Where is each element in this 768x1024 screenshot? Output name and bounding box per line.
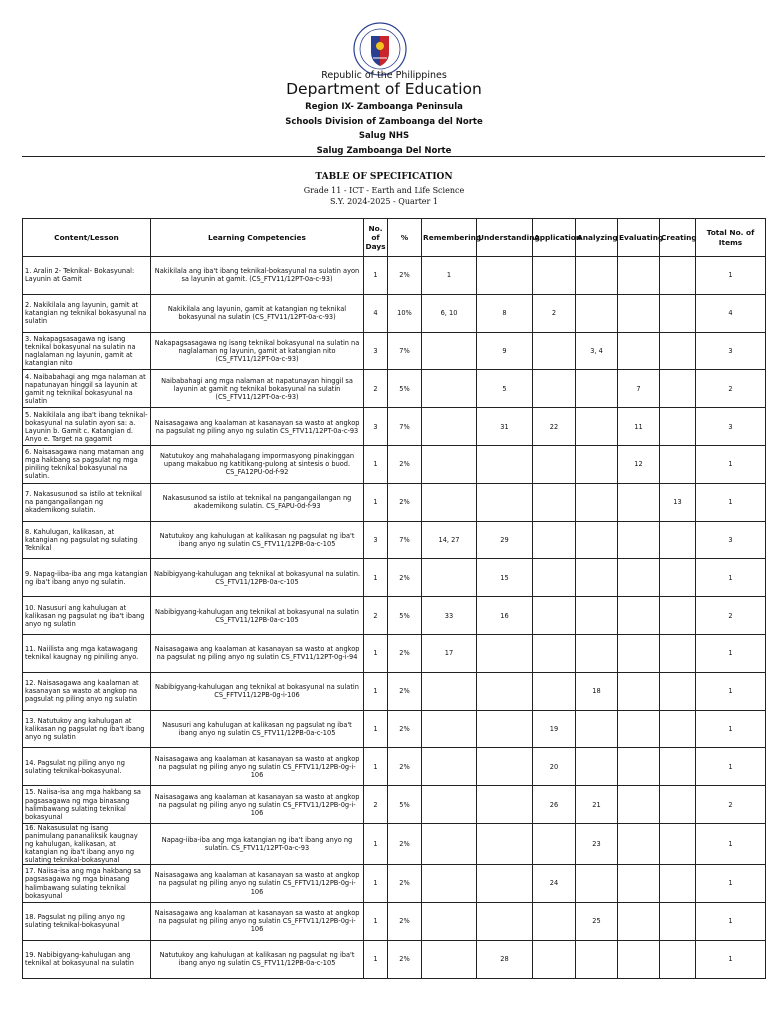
column-header: Remembering bbox=[422, 219, 477, 257]
understanding-cell: 16 bbox=[477, 597, 533, 635]
competency-cell: Napag-iiba-iba ang mga katangian ng iba't ibang anyo ng sulatin. CS_FTV11/12PT-0a-c-93 bbox=[151, 823, 364, 864]
table-row bbox=[23, 865, 766, 903]
days-cell: 2 bbox=[364, 370, 388, 408]
total-items-cell: 2 bbox=[696, 370, 766, 408]
percent-cell: 2% bbox=[388, 940, 422, 978]
days-cell: 1 bbox=[364, 748, 388, 786]
lesson-cell: 2. Nakikilala ang layunin, gamit at katangian ng teknikal bokasyunal na sulatin bbox=[23, 294, 151, 332]
application-cell bbox=[533, 672, 576, 710]
creating-cell bbox=[660, 940, 696, 978]
understanding-cell bbox=[477, 748, 533, 786]
understanding-cell: 5 bbox=[477, 370, 533, 408]
evaluating-cell: 12 bbox=[618, 445, 660, 483]
competency-cell: Nakapagsasagawa ng isang teknikal bokasyunal na sulatin na naglalaman ng layunin, gamit at katangian nito (CS_FTV11/12PT-0a-c-93) bbox=[151, 332, 364, 370]
school-year-quarter: S.Y. 2024-2025 - Quarter 1 bbox=[330, 197, 438, 206]
analyzing-cell bbox=[576, 559, 618, 597]
percent-cell: 5% bbox=[388, 597, 422, 635]
table-row bbox=[23, 710, 766, 748]
percent-cell: 7% bbox=[388, 332, 422, 370]
remembering-cell bbox=[422, 902, 477, 940]
total-items-cell: 1 bbox=[696, 257, 766, 295]
competency-cell: Nakasusunod sa istilo at teknikal na pangangailangan ng akademikong sulatin. CS_FAPU-0d-f-93 bbox=[151, 483, 364, 521]
understanding-cell bbox=[477, 710, 533, 748]
creating-cell bbox=[660, 294, 696, 332]
column-header: Analyzing bbox=[576, 219, 618, 257]
application-cell: 2 bbox=[533, 294, 576, 332]
creating-cell bbox=[660, 634, 696, 672]
division-line: Schools Division of Zamboanga del Norte bbox=[285, 117, 483, 127]
creating-cell bbox=[660, 865, 696, 903]
days-cell: 1 bbox=[364, 940, 388, 978]
understanding-cell bbox=[477, 823, 533, 864]
percent-cell: 2% bbox=[388, 257, 422, 295]
total-items-cell: 1 bbox=[696, 672, 766, 710]
lesson-cell: 16. Nakasusulat ng isang panimulang pananaliksik kaugnay ng kahulugan, kalikasan, at katangian ng iba't ibang anyo ng sulating teknikal-bokasyunal bbox=[23, 823, 151, 864]
region-line: Region IX- Zamboanga Peninsula bbox=[305, 102, 463, 112]
evaluating-cell bbox=[618, 865, 660, 903]
creating-cell bbox=[660, 902, 696, 940]
remembering-cell bbox=[422, 332, 477, 370]
competency-cell: Naisasagawa ang kaalaman at kasanayan sa wasto at angkop na pagsulat ng piling anyo ng sulatin CS_FFTV11/12PB-0g-i-106 bbox=[151, 902, 364, 940]
lesson-cell: 1. Aralin 2- Teknikal- Bokasyunal: Layunin at Gamit bbox=[23, 257, 151, 295]
percent-cell: 2% bbox=[388, 672, 422, 710]
lesson-cell: 4. Naibabahagi ang mga nalaman at napatunayan hinggil sa layunin at gamit ng teknikal bokasyunal na sulatin bbox=[23, 370, 151, 408]
days-cell: 1 bbox=[364, 634, 388, 672]
table-row bbox=[23, 823, 766, 864]
creating-cell bbox=[660, 823, 696, 864]
application-cell bbox=[533, 823, 576, 864]
application-cell: 19 bbox=[533, 710, 576, 748]
creating-cell bbox=[660, 370, 696, 408]
column-header: Total No. of Items bbox=[696, 219, 766, 257]
lesson-cell: 14. Pagsulat ng piling anyo ng sulating teknikal-bokasyunal. bbox=[23, 748, 151, 786]
days-cell: 1 bbox=[364, 483, 388, 521]
table-row bbox=[23, 332, 766, 370]
analyzing-cell bbox=[576, 748, 618, 786]
table-row bbox=[23, 786, 766, 824]
analyzing-cell bbox=[576, 710, 618, 748]
percent-cell: 2% bbox=[388, 865, 422, 903]
republic-line: Republic of the Philippines bbox=[321, 70, 447, 81]
competency-cell: Natutukoy ang kahulugan at kalikasan ng pagsulat ng iba't ibang anyo ng sulatin CS_FTV11/12PB-0a-c-105 bbox=[151, 521, 364, 559]
column-header: Learning Competencies bbox=[151, 219, 364, 257]
remembering-cell bbox=[422, 445, 477, 483]
table-header-row bbox=[23, 219, 766, 257]
analyzing-cell bbox=[576, 940, 618, 978]
table-row bbox=[23, 748, 766, 786]
application-cell bbox=[533, 521, 576, 559]
document-subtitle: Grade 11 - ICT - Earth and Life Science bbox=[303, 186, 465, 195]
analyzing-cell: 3, 4 bbox=[576, 332, 618, 370]
analyzing-cell: 23 bbox=[576, 823, 618, 864]
evaluating-cell: 11 bbox=[618, 408, 660, 446]
percent-cell: 2% bbox=[388, 559, 422, 597]
days-cell: 1 bbox=[364, 710, 388, 748]
application-cell bbox=[533, 332, 576, 370]
lesson-cell: 8. Kahulugan, kalikasan, at katangian ng pagsulat ng sulating Teknikal bbox=[23, 521, 151, 559]
days-cell: 1 bbox=[364, 865, 388, 903]
column-header: Application bbox=[533, 219, 576, 257]
creating-cell bbox=[660, 559, 696, 597]
total-items-cell: 1 bbox=[696, 940, 766, 978]
lesson-cell: 18. Pagsulat ng piling anyo ng sulating teknikal-bokasyunal bbox=[23, 902, 151, 940]
competency-cell: Natutukoy ang kahulugan at kalikasan ng pagsulat ng iba't ibang anyo ng sulatin CS_FTV11/12PB-0a-c-105 bbox=[151, 940, 364, 978]
column-header: Understanding bbox=[477, 219, 533, 257]
application-cell bbox=[533, 257, 576, 295]
table-row bbox=[23, 483, 766, 521]
days-cell: 1 bbox=[364, 257, 388, 295]
column-header: No. of Days bbox=[364, 219, 388, 257]
competency-cell: Naisasagawa ang kaalaman at kasanayan sa wasto at angkop na pagsulat ng piling anyo ng sulatin CS_FFTV11/12PB-0g-i-106 bbox=[151, 865, 364, 903]
total-items-cell: 1 bbox=[696, 748, 766, 786]
analyzing-cell bbox=[576, 483, 618, 521]
understanding-cell bbox=[477, 634, 533, 672]
remembering-cell bbox=[422, 710, 477, 748]
understanding-cell bbox=[477, 902, 533, 940]
understanding-cell bbox=[477, 672, 533, 710]
column-header: Creating bbox=[660, 219, 696, 257]
application-cell bbox=[533, 597, 576, 635]
days-cell: 1 bbox=[364, 672, 388, 710]
creating-cell bbox=[660, 672, 696, 710]
competency-cell: Nabibigyang-kahulugan ang teknikal at bokasyunal na sulatin CS_FTV11/12PB-0a-c-105 bbox=[151, 597, 364, 635]
creating-cell bbox=[660, 710, 696, 748]
percent-cell: 2% bbox=[388, 483, 422, 521]
table-row bbox=[23, 940, 766, 978]
understanding-cell bbox=[477, 257, 533, 295]
table-row bbox=[23, 408, 766, 446]
understanding-cell bbox=[477, 445, 533, 483]
creating-cell bbox=[660, 521, 696, 559]
percent-cell: 7% bbox=[388, 521, 422, 559]
total-items-cell: 1 bbox=[696, 865, 766, 903]
school-line: Salug NHS bbox=[358, 131, 410, 141]
competency-cell: Nakikilala ang layunin, gamit at katangian ng teknikal bokasyunal na sulatin (CS_FTV11/12PT-0a-c-93) bbox=[151, 294, 364, 332]
analyzing-cell bbox=[576, 521, 618, 559]
column-header: % bbox=[388, 219, 422, 257]
evaluating-cell bbox=[618, 332, 660, 370]
days-cell: 2 bbox=[364, 597, 388, 635]
competency-cell: Nakikilala ang iba't ibang teknikal-bokasyunal na sulatin ayon sa layunin at gamit. (CS_FTV11/12PT-0a-c-93) bbox=[151, 257, 364, 295]
total-items-cell: 1 bbox=[696, 710, 766, 748]
remembering-cell: 33 bbox=[422, 597, 477, 635]
competency-cell: Naisasagawa ang kaalaman at kasanayan sa wasto at angkop na pagsulat ng piling anyo ng sulatin CS_FTV11/12PT-0g-i-94 bbox=[151, 634, 364, 672]
lesson-cell: 19. Nabibigyang-kahulugan ang teknikal at bokasyunal na sulatin bbox=[23, 940, 151, 978]
creating-cell bbox=[660, 445, 696, 483]
understanding-cell bbox=[477, 786, 533, 824]
lesson-cell: 12. Naisasagawa ang kaalaman at kasanayan sa wasto at angkop na pagsulat ng piling anyo ng sulatin bbox=[23, 672, 151, 710]
remembering-cell: 14, 27 bbox=[422, 521, 477, 559]
evaluating-cell bbox=[618, 786, 660, 824]
total-items-cell: 2 bbox=[696, 786, 766, 824]
total-items-cell: 1 bbox=[696, 559, 766, 597]
table-row bbox=[23, 370, 766, 408]
total-items-cell: 1 bbox=[696, 483, 766, 521]
remembering-cell: 17 bbox=[422, 634, 477, 672]
total-items-cell: 2 bbox=[696, 597, 766, 635]
remembering-cell bbox=[422, 786, 477, 824]
understanding-cell bbox=[477, 865, 533, 903]
understanding-cell: 9 bbox=[477, 332, 533, 370]
understanding-cell: 29 bbox=[477, 521, 533, 559]
evaluating-cell bbox=[618, 672, 660, 710]
evaluating-cell bbox=[618, 597, 660, 635]
table-row bbox=[23, 257, 766, 295]
analyzing-cell bbox=[576, 257, 618, 295]
lesson-cell: 13. Natutukoy ang kahulugan at kalikasan ng pagsulat ng iba't ibang anyo ng sulatin bbox=[23, 710, 151, 748]
analyzing-cell: 25 bbox=[576, 902, 618, 940]
analyzing-cell bbox=[576, 634, 618, 672]
application-cell bbox=[533, 634, 576, 672]
competency-cell: Naisasagawa ang kaalaman at kasanayan sa wasto at angkop na pagsulat ng piling anyo ng sulatin CS_FFTV11/12PB-0g-i-106 bbox=[151, 748, 364, 786]
analyzing-cell bbox=[576, 294, 618, 332]
understanding-cell: 28 bbox=[477, 940, 533, 978]
application-cell: 22 bbox=[533, 408, 576, 446]
creating-cell bbox=[660, 408, 696, 446]
evaluating-cell bbox=[618, 483, 660, 521]
evaluating-cell bbox=[618, 521, 660, 559]
table-row bbox=[23, 634, 766, 672]
evaluating-cell bbox=[618, 257, 660, 295]
document-title: TABLE OF SPECIFICATION bbox=[315, 172, 453, 182]
percent-cell: 7% bbox=[388, 408, 422, 446]
percent-cell: 5% bbox=[388, 370, 422, 408]
application-cell: 24 bbox=[533, 865, 576, 903]
total-items-cell: 1 bbox=[696, 902, 766, 940]
analyzing-cell: 18 bbox=[576, 672, 618, 710]
column-header: Evaluating bbox=[618, 219, 660, 257]
creating-cell bbox=[660, 786, 696, 824]
application-cell bbox=[533, 483, 576, 521]
evaluating-cell bbox=[618, 710, 660, 748]
evaluating-cell bbox=[618, 940, 660, 978]
percent-cell: 2% bbox=[388, 748, 422, 786]
lesson-cell: 10. Nasusuri ang kahulugan at kalikasan ng pagsulat ng iba't ibang anyo ng sulatin bbox=[23, 597, 151, 635]
lesson-cell: 9. Napag-iiba-iba ang mga katangian ng iba't ibang anyo ng sulatin. bbox=[23, 559, 151, 597]
days-cell: 4 bbox=[364, 294, 388, 332]
table-row bbox=[23, 521, 766, 559]
application-cell: 26 bbox=[533, 786, 576, 824]
total-items-cell: 3 bbox=[696, 521, 766, 559]
competency-cell: Naisasagawa ang kaalaman at kasanayan sa wasto at angkop na pagsulat ng piling anyo ng sulatin CS_FTV11/12PT-0a-c-93 bbox=[151, 408, 364, 446]
days-cell: 2 bbox=[364, 786, 388, 824]
days-cell: 1 bbox=[364, 559, 388, 597]
application-cell bbox=[533, 445, 576, 483]
remembering-cell bbox=[422, 748, 477, 786]
remembering-cell: 1 bbox=[422, 257, 477, 295]
column-header: Content/Lesson bbox=[23, 219, 151, 257]
remembering-cell bbox=[422, 672, 477, 710]
remembering-cell bbox=[422, 483, 477, 521]
application-cell bbox=[533, 370, 576, 408]
application-cell: 20 bbox=[533, 748, 576, 786]
analyzing-cell bbox=[576, 865, 618, 903]
competency-cell: Natutukoy ang mahahalagang impormasyong pinakinggan upang makabuo ng katitikang-pulong at sintesis o buod. CS_FA12PU-0d-f-92 bbox=[151, 445, 364, 483]
evaluating-cell bbox=[618, 634, 660, 672]
analyzing-cell: 21 bbox=[576, 786, 618, 824]
creating-cell bbox=[660, 748, 696, 786]
application-cell bbox=[533, 902, 576, 940]
specification-table bbox=[22, 218, 766, 979]
lesson-cell: 7. Nakasusunod sa istilo at teknikal na pangangailangan ng akademikong sulatin. bbox=[23, 483, 151, 521]
header-divider bbox=[22, 156, 765, 157]
creating-cell bbox=[660, 257, 696, 295]
table-row bbox=[23, 294, 766, 332]
understanding-cell: 8 bbox=[477, 294, 533, 332]
competency-cell: Naisasagawa ang kaalaman at kasanayan sa wasto at angkop na pagsulat ng piling anyo ng sulatin CS_FFTV11/12PB-0g-i-106 bbox=[151, 786, 364, 824]
address-line: Salug Zamboanga Del Norte bbox=[316, 146, 452, 156]
understanding-cell: 31 bbox=[477, 408, 533, 446]
total-items-cell: 3 bbox=[696, 332, 766, 370]
total-items-cell: 4 bbox=[696, 294, 766, 332]
table-body bbox=[23, 257, 766, 979]
lesson-cell: 5. Nakikilala ang iba't ibang teknikal-bokasyunal na sulatin ayon sa: a. Layunin b. Gamit c. Katangian d. Anyo e. Target na gagamit bbox=[23, 408, 151, 446]
percent-cell: 2% bbox=[388, 634, 422, 672]
analyzing-cell bbox=[576, 370, 618, 408]
remembering-cell bbox=[422, 940, 477, 978]
days-cell: 3 bbox=[364, 521, 388, 559]
analyzing-cell bbox=[576, 445, 618, 483]
total-items-cell: 1 bbox=[696, 634, 766, 672]
remembering-cell bbox=[422, 823, 477, 864]
table-row bbox=[23, 672, 766, 710]
total-items-cell: 1 bbox=[696, 445, 766, 483]
table-row bbox=[23, 902, 766, 940]
remembering-cell: 6, 10 bbox=[422, 294, 477, 332]
remembering-cell bbox=[422, 370, 477, 408]
department-title: Department of Education bbox=[286, 80, 482, 98]
table-row bbox=[23, 445, 766, 483]
creating-cell: 13 bbox=[660, 483, 696, 521]
days-cell: 1 bbox=[364, 445, 388, 483]
competency-cell: Naibabahagi ang mga nalaman at napatunayan hinggil sa layunin at gamit ng teknikal bokasyunal na sulatin (CS_FTV11/12PT-0a-c-93) bbox=[151, 370, 364, 408]
evaluating-cell bbox=[618, 559, 660, 597]
days-cell: 3 bbox=[364, 332, 388, 370]
days-cell: 1 bbox=[364, 902, 388, 940]
application-cell bbox=[533, 559, 576, 597]
days-cell: 1 bbox=[364, 823, 388, 864]
competency-cell: Nabibigyang-kahulugan ang teknikal at bokasyunal na sulatin CS_FFTV11/12PB-0g-i-106 bbox=[151, 672, 364, 710]
deped-seal-logo bbox=[353, 22, 407, 76]
analyzing-cell bbox=[576, 408, 618, 446]
evaluating-cell: 7 bbox=[618, 370, 660, 408]
percent-cell: 10% bbox=[388, 294, 422, 332]
percent-cell: 2% bbox=[388, 902, 422, 940]
competency-cell: Nabibigyang-kahulugan ang teknikal at bokasyunal na sulatin. CS_FTV11/12PB-0a-c-105 bbox=[151, 559, 364, 597]
competency-cell: Nasusuri ang kahulugan at kalikasan ng pagsulat ng iba't ibang anyo ng sulatin CS_FTV11/12PB-0a-c-105 bbox=[151, 710, 364, 748]
percent-cell: 2% bbox=[388, 823, 422, 864]
application-cell bbox=[533, 940, 576, 978]
percent-cell: 2% bbox=[388, 710, 422, 748]
total-items-cell: 3 bbox=[696, 408, 766, 446]
understanding-cell: 15 bbox=[477, 559, 533, 597]
evaluating-cell bbox=[618, 748, 660, 786]
creating-cell bbox=[660, 332, 696, 370]
evaluating-cell bbox=[618, 902, 660, 940]
percent-cell: 2% bbox=[388, 445, 422, 483]
lesson-cell: 15. Naiisa-isa ang mga hakbang sa pagsasagawa ng mga binasang halimbawang sulating teknikal bokasyunal bbox=[23, 786, 151, 824]
understanding-cell bbox=[477, 483, 533, 521]
lesson-cell: 17. Naiisa-isa ang mga hakbang sa pagsasagawa ng mga binasang halimbawang sulating teknikal bokasyunal bbox=[23, 865, 151, 903]
creating-cell bbox=[660, 597, 696, 635]
evaluating-cell bbox=[618, 294, 660, 332]
analyzing-cell bbox=[576, 597, 618, 635]
table-row bbox=[23, 559, 766, 597]
table-row bbox=[23, 597, 766, 635]
remembering-cell bbox=[422, 559, 477, 597]
lesson-cell: 3. Nakapagsasagawa ng isang teknikal bokasyunal na sulatin na naglalaman ng layunin, gamit at katangian nito bbox=[23, 332, 151, 370]
remembering-cell bbox=[422, 865, 477, 903]
remembering-cell bbox=[422, 408, 477, 446]
lesson-cell: 11. Naiilista ang mga katawagang teknikal kaugnay ng piniling anyo. bbox=[23, 634, 151, 672]
days-cell: 3 bbox=[364, 408, 388, 446]
percent-cell: 5% bbox=[388, 786, 422, 824]
total-items-cell: 1 bbox=[696, 823, 766, 864]
lesson-cell: 6. Naisasagawa nang mataman ang mga hakbang sa pagsulat ng mga piniling teknikal bokasyunal na sulatin. bbox=[23, 445, 151, 483]
evaluating-cell bbox=[618, 823, 660, 864]
